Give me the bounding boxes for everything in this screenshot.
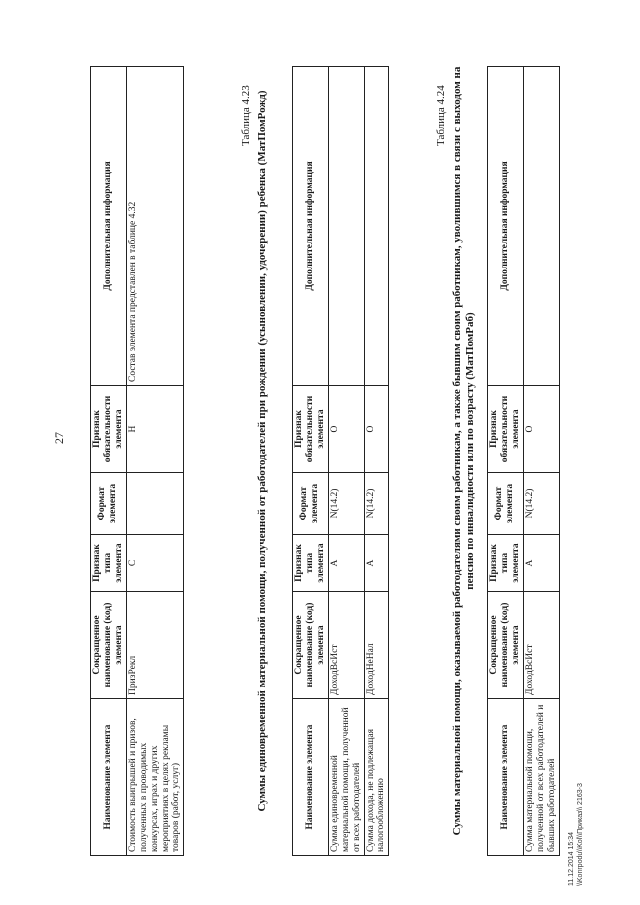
col-mandatory-header: Признак обязательности элемента <box>488 386 524 473</box>
table-4-23 <box>292 66 389 856</box>
cell-info: Состав элемента представлен в таблице 4.32 <box>126 67 184 386</box>
cell-info <box>328 67 364 386</box>
cell-name: Стоимость выигрышей и призов, полученных в проводимых конкурсах, играх и других мероприятиях в целях рекламы товаров (работ, услуг) <box>126 699 184 856</box>
cell-code: ДоходНеНал <box>364 592 389 699</box>
table-4-23-label: Таблица 4.23 <box>240 85 252 146</box>
table-row <box>523 67 559 856</box>
cell-format: N(14.2) <box>328 473 364 535</box>
table-row <box>364 67 389 856</box>
cell-format: N(14.2) <box>523 473 559 535</box>
cell-format <box>126 473 184 535</box>
table-header-row <box>488 67 524 856</box>
col-format-header: Формат элемента <box>91 473 127 535</box>
table-4-23-caption: Суммы единовременной материальной помощи, полученной от работодателей при рождении (усыновлении, удочерении) ребенка (МатПомРожд) <box>256 90 268 812</box>
col-mandatory-header: Признак обязательности элемента <box>293 386 329 473</box>
col-info-header: Дополнительная информация <box>488 67 524 386</box>
table-header-row <box>293 67 329 856</box>
col-type-header: Признак типа элемента <box>488 535 524 592</box>
col-type-header: Признак типа элемента <box>91 535 127 592</box>
col-code-header: Сокращенное наименование (код) элемента <box>488 592 524 699</box>
cell-name: Сумма единовременной материальной помощи, полученной от всех работодателей <box>328 699 364 856</box>
cell-type: С <box>126 535 184 592</box>
col-info-header: Дополнительная информация <box>91 67 127 386</box>
col-format-header: Формат элемента <box>293 473 329 535</box>
table-prizes <box>90 66 184 856</box>
cell-format: N(14.2) <box>364 473 389 535</box>
col-code-header: Сокращенное наименование (код) элемента <box>91 592 127 699</box>
cell-mandatory: О <box>364 386 389 473</box>
col-type-header: Признак типа элемента <box>293 535 329 592</box>
cell-code: ПризРекл <box>126 592 184 699</box>
cell-info <box>523 67 559 386</box>
cell-name: Сумма материальной помощи, полученной от всех работодателей и бывших работодателей <box>523 699 559 856</box>
col-name-header: Наименование элемента <box>293 699 329 856</box>
cell-type: А <box>364 535 389 592</box>
table-row <box>328 67 364 856</box>
cell-mandatory: О <box>523 386 559 473</box>
file-stamp <box>568 783 586 886</box>
table-4-24-label: Таблица 4.24 <box>435 85 447 146</box>
table-4-24 <box>487 66 560 856</box>
cell-mandatory: Н <box>126 386 184 473</box>
cell-info <box>364 67 389 386</box>
cell-code: ДоходВсИст <box>328 592 364 699</box>
table-header-row <box>91 67 127 856</box>
col-name-header: Наименование элемента <box>91 699 127 856</box>
col-format-header: Формат элемента <box>488 473 524 535</box>
cell-mandatory: О <box>328 386 364 473</box>
col-code-header: Сокращенное наименование (код) элемента <box>293 592 329 699</box>
cell-type: А <box>523 535 559 592</box>
cell-code: ДоходВсИст <box>523 592 559 699</box>
stamp-date: 11.12.2014 15:34 <box>568 832 575 886</box>
rotated-document <box>50 46 610 886</box>
col-mandatory-header: Признак обязательности элемента <box>91 386 127 473</box>
col-name-header: Наименование элемента <box>488 699 524 856</box>
stamp-path: \\Konrpodu\\Kol\\Приказ\\ 2163-3 <box>576 783 584 886</box>
cell-type: А <box>328 535 364 592</box>
table-row <box>126 67 184 856</box>
cell-name: Сумма дохода, не подлежащая налогообложению <box>364 699 389 856</box>
table-4-24-caption: Суммы материальной помощи, оказываемой работодателями своим работникам, а также бывшим своим работникам, уволившимся в связи с выходом на пенсию по инвалидности или по возрасту (МатПомРаб) <box>451 66 477 836</box>
page-number: 27 <box>52 432 66 444</box>
col-info-header: Дополнительная информация <box>293 67 329 386</box>
